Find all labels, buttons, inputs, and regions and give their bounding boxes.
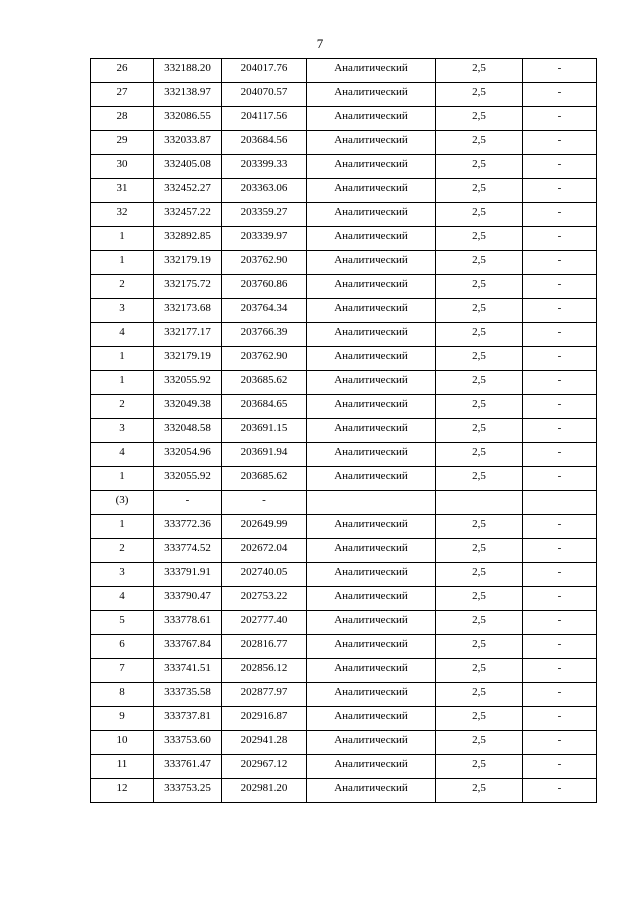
x-coordinate-cell: 332188.20 (154, 59, 222, 83)
accuracy-cell: 2,5 (436, 443, 523, 467)
method-cell: Аналитический (307, 131, 436, 155)
accuracy-cell: 2,5 (436, 371, 523, 395)
y-coordinate-cell: 204117.56 (222, 107, 307, 131)
table-row (91, 587, 597, 611)
x-coordinate-cell: 333737.81 (154, 707, 222, 731)
method-cell: Аналитический (307, 779, 436, 803)
extra-cell: - (523, 203, 597, 227)
table-row (91, 299, 597, 323)
table-row (91, 107, 597, 131)
x-coordinate-cell: 333774.52 (154, 539, 222, 563)
accuracy-cell: 2,5 (436, 683, 523, 707)
point-number-cell: 12 (91, 779, 154, 803)
point-number-cell: 7 (91, 659, 154, 683)
extra-cell: - (523, 731, 597, 755)
table-row (91, 683, 597, 707)
x-coordinate-cell: 332457.22 (154, 203, 222, 227)
x-coordinate-cell: 333753.60 (154, 731, 222, 755)
accuracy-cell: 2,5 (436, 755, 523, 779)
extra-cell: - (523, 755, 597, 779)
method-cell: Аналитический (307, 587, 436, 611)
method-cell: Аналитический (307, 755, 436, 779)
point-number-cell: 4 (91, 323, 154, 347)
accuracy-cell: 2,5 (436, 347, 523, 371)
table-row (91, 59, 597, 83)
x-coordinate-cell: 332175.72 (154, 275, 222, 299)
method-cell: Аналитический (307, 563, 436, 587)
y-coordinate-cell: 202981.20 (222, 779, 307, 803)
x-coordinate-cell: 332173.68 (154, 299, 222, 323)
extra-cell: - (523, 299, 597, 323)
x-coordinate-cell: 332179.19 (154, 347, 222, 371)
point-number-cell: 28 (91, 107, 154, 131)
accuracy-cell: 2,5 (436, 227, 523, 251)
method-cell: Аналитический (307, 179, 436, 203)
point-number-cell: 32 (91, 203, 154, 227)
y-coordinate-cell: 202941.28 (222, 731, 307, 755)
accuracy-cell: 2,5 (436, 131, 523, 155)
accuracy-cell: 2,5 (436, 515, 523, 539)
y-coordinate-cell: 203762.90 (222, 251, 307, 275)
coordinates-table-body (91, 59, 597, 803)
x-coordinate-cell: 332054.96 (154, 443, 222, 467)
method-cell: Аналитический (307, 467, 436, 491)
x-coordinate-cell: 332452.27 (154, 179, 222, 203)
table-row (91, 539, 597, 563)
method-cell: Аналитический (307, 635, 436, 659)
extra-cell: - (523, 635, 597, 659)
x-coordinate-cell: 332086.55 (154, 107, 222, 131)
extra-cell: - (523, 539, 597, 563)
y-coordinate-cell: 202856.12 (222, 659, 307, 683)
x-coordinate-cell: 332179.19 (154, 251, 222, 275)
x-coordinate-cell: 332138.97 (154, 83, 222, 107)
extra-cell: - (523, 419, 597, 443)
method-cell: Аналитический (307, 203, 436, 227)
x-coordinate-cell: 333790.47 (154, 587, 222, 611)
y-coordinate-cell: - (222, 491, 307, 515)
y-coordinate-cell: 202967.12 (222, 755, 307, 779)
x-coordinate-cell: 332405.08 (154, 155, 222, 179)
extra-cell: - (523, 611, 597, 635)
extra-cell: - (523, 347, 597, 371)
y-coordinate-cell: 202877.97 (222, 683, 307, 707)
y-coordinate-cell: 203685.62 (222, 467, 307, 491)
method-cell: Аналитический (307, 539, 436, 563)
table-row (91, 731, 597, 755)
point-number-cell: 4 (91, 587, 154, 611)
table-row (91, 275, 597, 299)
extra-cell: - (523, 587, 597, 611)
point-number-cell: 6 (91, 635, 154, 659)
accuracy-cell: 2,5 (436, 59, 523, 83)
extra-cell: - (523, 467, 597, 491)
y-coordinate-cell: 203691.15 (222, 419, 307, 443)
accuracy-cell: 2,5 (436, 107, 523, 131)
x-coordinate-cell: 332892.85 (154, 227, 222, 251)
table-row (91, 227, 597, 251)
y-coordinate-cell: 203766.39 (222, 323, 307, 347)
method-cell: Аналитический (307, 659, 436, 683)
accuracy-cell: 2,5 (436, 395, 523, 419)
extra-cell: - (523, 251, 597, 275)
table-row (91, 347, 597, 371)
x-coordinate-cell: - (154, 491, 222, 515)
x-coordinate-cell: 333735.58 (154, 683, 222, 707)
point-number-cell: 1 (91, 371, 154, 395)
extra-cell: - (523, 155, 597, 179)
table-row (91, 155, 597, 179)
x-coordinate-cell: 333761.47 (154, 755, 222, 779)
accuracy-cell: 2,5 (436, 563, 523, 587)
accuracy-cell: 2,5 (436, 419, 523, 443)
accuracy-cell: 2,5 (436, 587, 523, 611)
method-cell: Аналитический (307, 251, 436, 275)
point-number-cell: 31 (91, 179, 154, 203)
accuracy-cell: 2,5 (436, 467, 523, 491)
y-coordinate-cell: 203399.33 (222, 155, 307, 179)
point-number-cell: 1 (91, 227, 154, 251)
y-coordinate-cell: 204017.76 (222, 59, 307, 83)
extra-cell: - (523, 59, 597, 83)
point-number-cell: (3) (91, 491, 154, 515)
table-row (91, 395, 597, 419)
y-coordinate-cell: 203764.34 (222, 299, 307, 323)
x-coordinate-cell: 333767.84 (154, 635, 222, 659)
method-cell (307, 491, 436, 515)
table-row (91, 83, 597, 107)
accuracy-cell: 2,5 (436, 275, 523, 299)
method-cell: Аналитический (307, 275, 436, 299)
extra-cell: - (523, 227, 597, 251)
extra-cell: - (523, 275, 597, 299)
x-coordinate-cell: 333772.36 (154, 515, 222, 539)
table-row (91, 371, 597, 395)
accuracy-cell: 2,5 (436, 203, 523, 227)
table-row (91, 779, 597, 803)
y-coordinate-cell: 202777.40 (222, 611, 307, 635)
table-row (91, 635, 597, 659)
method-cell: Аналитический (307, 347, 436, 371)
accuracy-cell: 2,5 (436, 83, 523, 107)
method-cell: Аналитический (307, 371, 436, 395)
method-cell: Аналитический (307, 419, 436, 443)
method-cell: Аналитический (307, 227, 436, 251)
point-number-cell: 3 (91, 299, 154, 323)
point-number-cell: 10 (91, 731, 154, 755)
method-cell: Аналитический (307, 515, 436, 539)
y-coordinate-cell: 203685.62 (222, 371, 307, 395)
y-coordinate-cell: 202816.77 (222, 635, 307, 659)
y-coordinate-cell: 202753.22 (222, 587, 307, 611)
point-number-cell: 9 (91, 707, 154, 731)
extra-cell: - (523, 707, 597, 731)
accuracy-cell: 2,5 (436, 611, 523, 635)
accuracy-cell: 2,5 (436, 635, 523, 659)
method-cell: Аналитический (307, 443, 436, 467)
y-coordinate-cell: 202672.04 (222, 539, 307, 563)
table-row (91, 443, 597, 467)
y-coordinate-cell: 202740.05 (222, 563, 307, 587)
point-number-cell: 1 (91, 467, 154, 491)
method-cell: Аналитический (307, 683, 436, 707)
x-coordinate-cell: 332049.38 (154, 395, 222, 419)
extra-cell: - (523, 683, 597, 707)
y-coordinate-cell: 203684.56 (222, 131, 307, 155)
x-coordinate-cell: 333741.51 (154, 659, 222, 683)
accuracy-cell: 2,5 (436, 659, 523, 683)
accuracy-cell: 2,5 (436, 179, 523, 203)
point-number-cell: 3 (91, 563, 154, 587)
extra-cell: - (523, 395, 597, 419)
table-row (91, 611, 597, 635)
point-number-cell: 2 (91, 275, 154, 299)
extra-cell: - (523, 83, 597, 107)
point-number-cell: 29 (91, 131, 154, 155)
y-coordinate-cell: 203359.27 (222, 203, 307, 227)
method-cell: Аналитический (307, 107, 436, 131)
extra-cell: - (523, 107, 597, 131)
y-coordinate-cell: 203684.65 (222, 395, 307, 419)
method-cell: Аналитический (307, 299, 436, 323)
point-number-cell: 30 (91, 155, 154, 179)
method-cell: Аналитический (307, 155, 436, 179)
point-number-cell: 2 (91, 539, 154, 563)
point-number-cell: 26 (91, 59, 154, 83)
point-number-cell: 4 (91, 443, 154, 467)
table-row (91, 131, 597, 155)
x-coordinate-cell: 332055.92 (154, 371, 222, 395)
accuracy-cell: 2,5 (436, 323, 523, 347)
method-cell: Аналитический (307, 59, 436, 83)
extra-cell: - (523, 443, 597, 467)
accuracy-cell: 2,5 (436, 299, 523, 323)
extra-cell: - (523, 323, 597, 347)
page-number: 7 (316, 36, 324, 51)
x-coordinate-cell: 332055.92 (154, 467, 222, 491)
table-row (91, 515, 597, 539)
y-coordinate-cell: 204070.57 (222, 83, 307, 107)
point-number-cell: 1 (91, 251, 154, 275)
table-row (91, 707, 597, 731)
table-row (91, 467, 597, 491)
method-cell: Аналитический (307, 731, 436, 755)
table-row (91, 755, 597, 779)
point-number-cell: 1 (91, 347, 154, 371)
x-coordinate-cell: 333753.25 (154, 779, 222, 803)
x-coordinate-cell: 332177.17 (154, 323, 222, 347)
point-number-cell: 2 (91, 395, 154, 419)
accuracy-cell: 2,5 (436, 707, 523, 731)
extra-cell: - (523, 659, 597, 683)
accuracy-cell: 2,5 (436, 779, 523, 803)
extra-cell: - (523, 563, 597, 587)
accuracy-cell: 2,5 (436, 731, 523, 755)
accuracy-cell: 2,5 (436, 155, 523, 179)
y-coordinate-cell: 203363.06 (222, 179, 307, 203)
accuracy-cell (436, 491, 523, 515)
y-coordinate-cell: 203762.90 (222, 347, 307, 371)
extra-cell: - (523, 371, 597, 395)
y-coordinate-cell: 203339.97 (222, 227, 307, 251)
table-row (91, 203, 597, 227)
x-coordinate-cell: 332033.87 (154, 131, 222, 155)
extra-cell: - (523, 515, 597, 539)
y-coordinate-cell: 202649.99 (222, 515, 307, 539)
method-cell: Аналитический (307, 395, 436, 419)
table-row (91, 659, 597, 683)
y-coordinate-cell: 202916.87 (222, 707, 307, 731)
accuracy-cell: 2,5 (436, 539, 523, 563)
accuracy-cell: 2,5 (436, 251, 523, 275)
point-number-cell: 5 (91, 611, 154, 635)
table-row (91, 563, 597, 587)
table-row (91, 179, 597, 203)
method-cell: Аналитический (307, 83, 436, 107)
extra-cell: - (523, 179, 597, 203)
method-cell: Аналитический (307, 707, 436, 731)
coordinates-table (90, 58, 597, 803)
point-number-cell: 27 (91, 83, 154, 107)
table-row (91, 251, 597, 275)
extra-cell: - (523, 131, 597, 155)
point-number-cell: 3 (91, 419, 154, 443)
extra-cell: - (523, 779, 597, 803)
y-coordinate-cell: 203691.94 (222, 443, 307, 467)
method-cell: Аналитический (307, 323, 436, 347)
y-coordinate-cell: 203760.86 (222, 275, 307, 299)
table-row (91, 491, 597, 515)
point-number-cell: 11 (91, 755, 154, 779)
point-number-cell: 1 (91, 515, 154, 539)
table-row (91, 419, 597, 443)
point-number-cell: 8 (91, 683, 154, 707)
method-cell: Аналитический (307, 611, 436, 635)
x-coordinate-cell: 332048.58 (154, 419, 222, 443)
table-row (91, 323, 597, 347)
x-coordinate-cell: 333791.91 (154, 563, 222, 587)
extra-cell (523, 491, 597, 515)
x-coordinate-cell: 333778.61 (154, 611, 222, 635)
